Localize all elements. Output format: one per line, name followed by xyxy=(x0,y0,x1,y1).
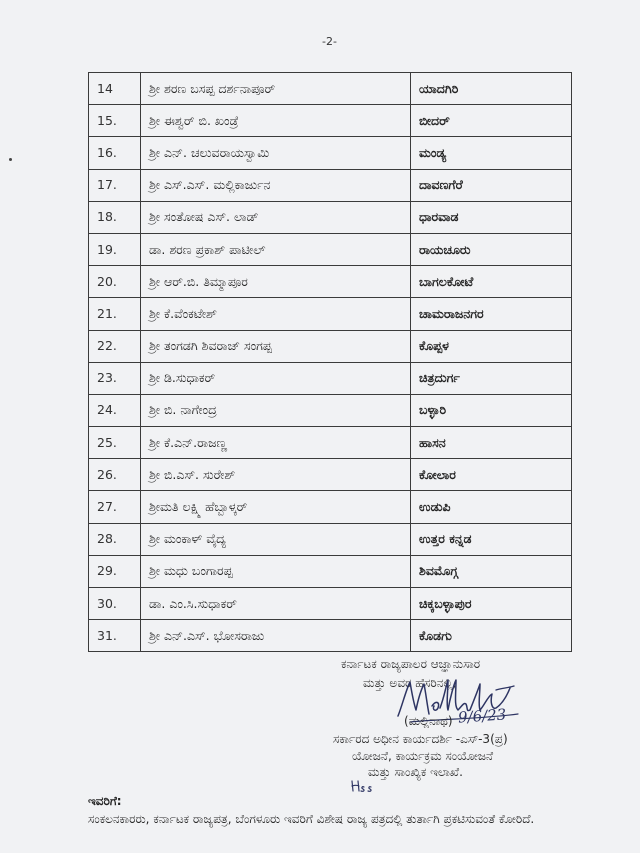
table-row xyxy=(89,137,572,169)
row-number: 15. xyxy=(89,105,141,137)
signature-date: 9/6/23 xyxy=(457,705,507,727)
member-name: ಶ್ರೀ ಎನ್. ಚಲುವರಾಯಸ್ವಾಮಿ xyxy=(141,137,411,169)
member-name: ಶ್ರೀ ಆರ್.ಬಿ. ತಿಮ್ಮಾಪೂರ xyxy=(141,266,411,298)
row-number: 27. xyxy=(89,491,141,523)
member-name: ಡಾ. ಎಂ.ಸಿ.ಸುಧಾಕರ್ xyxy=(141,588,411,620)
table-row xyxy=(89,169,572,201)
district-name: ಹಾಸನ xyxy=(411,427,572,459)
row-number: 20. xyxy=(89,266,141,298)
page-number: -2- xyxy=(322,35,337,48)
member-name: ಶ್ರೀ ಬಿ. ನಾಗೇಂದ್ರ xyxy=(141,394,411,426)
member-name: ಶ್ರೀ ಬಿ.ಎಸ್. ಸುರೇಶ್ xyxy=(141,459,411,491)
table-row xyxy=(89,201,572,233)
row-number: 16. xyxy=(89,137,141,169)
member-name: ಶ್ರೀ ಕೆ.ವೆಂಕಟೇಶ್ xyxy=(141,298,411,330)
table-row xyxy=(89,266,572,298)
table-body xyxy=(89,73,572,652)
district-name: ಕೊಪ್ಪಳ xyxy=(411,330,572,362)
table-row xyxy=(89,620,572,652)
member-name: ಶ್ರೀ ಎಸ್.ಎಸ್. ಮಲ್ಲಿಕಾರ್ಜುನ xyxy=(141,169,411,201)
signatory-name: (ಮಲ್ಲಿನಾಥ) xyxy=(404,714,453,728)
member-name: ಶ್ರೀ ಈಶ್ವರ್ ಬಿ. ಖಂಡ್ರೆ xyxy=(141,105,411,137)
member-name: ಶ್ರೀ ಮಧು ಬಂಗಾರಪ್ಪ xyxy=(141,555,411,587)
recipients-heading: ಇವರಿಗೆ: xyxy=(88,794,122,808)
member-name: ಶ್ರೀ ಕೆ.ಎನ್.ರಾಜಣ್ಣ xyxy=(141,427,411,459)
row-number: 31. xyxy=(89,620,141,652)
member-name: ಶ್ರೀ ತಂಗಡಗಿ ಶಿವರಾಜ್ ಸಂಗಪ್ಪ xyxy=(141,330,411,362)
member-name: ಶ್ರೀ ಎನ್.ಎಸ್. ಭೋಸರಾಜು xyxy=(141,620,411,652)
member-name: ಶ್ರೀ ಸಂತೋಷ ಎಸ್. ಲಾಡ್ xyxy=(141,201,411,233)
district-name: ಚಾಮರಾಜನಗರ xyxy=(411,298,572,330)
row-number: 22. xyxy=(89,330,141,362)
district-name: ಮಂಡ್ಯ xyxy=(411,137,572,169)
table-row xyxy=(89,523,572,555)
member-name: ಶ್ರೀ ಮಂಕಾಳ್ ವೈದ್ಯ xyxy=(141,523,411,555)
member-name: ಶ್ರೀ ಶರಣ ಬಸಪ್ಪ ದರ್ಶನಾಪೂರ್ xyxy=(141,73,411,105)
row-number: 17. xyxy=(89,169,141,201)
scan-speck xyxy=(9,158,12,161)
table-row xyxy=(89,73,572,105)
district-name: ಯಾದಗಿರಿ xyxy=(411,73,572,105)
table-row xyxy=(89,588,572,620)
minister-district-table xyxy=(88,72,572,652)
row-number: 23. xyxy=(89,362,141,394)
designation-line: ಸರ್ಕಾರದ ಅಧೀನ ಕಾರ್ಯದರ್ಶಿ -ಎಸ್-3(ಪ್ರ) xyxy=(333,732,508,746)
member-name: ಡಾ. ಶರಣ ಪ್ರಕಾಶ್ ಪಾಟೀಲ್ xyxy=(141,233,411,265)
district-name: ದಾವಣಗೆರೆ xyxy=(411,169,572,201)
row-number: 29. xyxy=(89,555,141,587)
member-name: ಶ್ರೀಮತಿ ಲಕ್ಷ್ಮಿ ಹೆಬ್ಬಾಳ್ಕರ್ xyxy=(141,491,411,523)
row-number: 21. xyxy=(89,298,141,330)
row-number: 24. xyxy=(89,394,141,426)
district-name: ಚಿಕ್ಕಬಳ್ಳಾಪುರ xyxy=(411,588,572,620)
member-name: ಶ್ರೀ ಡಿ.ಸುಧಾಕರ್ xyxy=(141,362,411,394)
row-number: 14 xyxy=(89,73,141,105)
recipients-text: ಸಂಕಲನಕಾರರು, ಕರ್ನಾಟಕ ರಾಜ್ಯಪತ್ರ, ಬೆಂಗಳೂರು ಇವರಿಗೆ ವಿಶೇಷ ರಾಜ್ಯ ಪತ್ರದಲ್ಲಿ ತುರ್ತಾಗಿ ಪ್ರಕಟಿಸುವಂತೆ ಕೋರಿದೆ. xyxy=(88,812,535,826)
district-name: ರಾಯಚೂರು xyxy=(411,233,572,265)
authority-line: ಕರ್ನಾಟಕ ರಾಜ್ಯಪಾಲರ ಆಜ್ಞಾನುಸಾರ xyxy=(341,657,481,671)
table-row xyxy=(89,555,572,587)
table-row xyxy=(89,427,572,459)
table-row xyxy=(89,362,572,394)
district-name: ಕೋಲಾರ xyxy=(411,459,572,491)
district-name: ಶಿವಮೊಗ್ಗ xyxy=(411,555,572,587)
district-name: ಉಡುಪಿ xyxy=(411,491,572,523)
table-row xyxy=(89,491,572,523)
table-row xyxy=(89,394,572,426)
table-row xyxy=(89,105,572,137)
table-row xyxy=(89,298,572,330)
department-line: ಮತ್ತು ಸಾಂಖ್ಯಿಕ ಇಲಾಖೆ. xyxy=(368,765,463,779)
row-number: 30. xyxy=(89,588,141,620)
table-row xyxy=(89,233,572,265)
district-name: ಉತ್ತರ ಕನ್ನಡ xyxy=(411,523,572,555)
district-name: ಚಿತ್ರದುರ್ಗ xyxy=(411,362,572,394)
table-row xyxy=(89,459,572,491)
district-name: ಬಳ್ಳಾರಿ xyxy=(411,394,572,426)
row-number: 26. xyxy=(89,459,141,491)
row-number: 25. xyxy=(89,427,141,459)
handwritten-initials xyxy=(350,778,378,794)
district-name: ಬೀದರ್ xyxy=(411,105,572,137)
district-name: ಕೊಡಗು xyxy=(411,620,572,652)
district-name: ಧಾರವಾಡ xyxy=(411,201,572,233)
department-line: ಯೋಜನೆ, ಕಾರ್ಯಕ್ರಮ ಸಂಯೋಜನೆ xyxy=(352,749,494,763)
on-behalf-line: ಮತ್ತು ಅವರ ಹೆಸರಿನಲ್ಲಿ, xyxy=(363,676,457,690)
district-name: ಬಾಗಲಕೋಟೆ xyxy=(411,266,572,298)
row-number: 19. xyxy=(89,233,141,265)
row-number: 28. xyxy=(89,523,141,555)
row-number: 18. xyxy=(89,201,141,233)
table-row xyxy=(89,330,572,362)
